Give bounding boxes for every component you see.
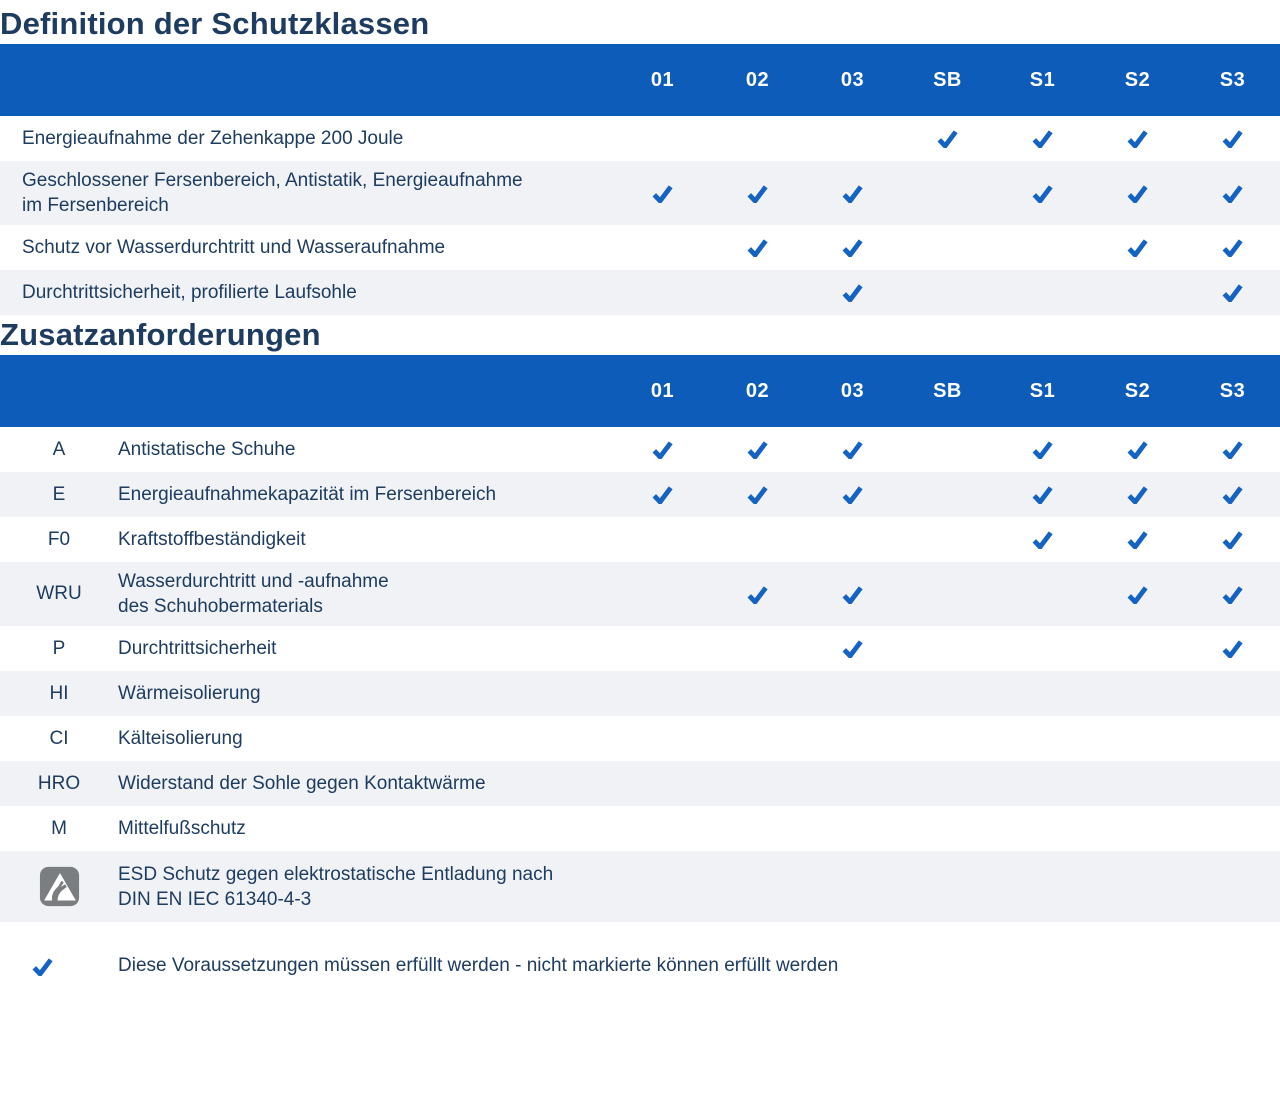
check-cell-S2 (1090, 225, 1185, 270)
row-label (118, 562, 615, 626)
check-icon (652, 184, 673, 203)
code-cell: CI (49, 727, 69, 749)
table-row (0, 806, 1280, 851)
row-label-line: Widerstand der Sohle gegen Kontaktwärme (118, 773, 486, 794)
table-zusatzanforderungen (0, 355, 1280, 922)
check-cell-01 (615, 116, 710, 161)
table-header-row (0, 44, 1280, 116)
check-icon (1222, 283, 1243, 302)
check-cell-S3 (1185, 427, 1280, 472)
check-cell-S2 (1090, 270, 1185, 315)
check-cell-03 (805, 270, 900, 315)
check-cell-03 (805, 517, 900, 562)
check-cell-SB (900, 851, 995, 922)
column-header-01: 01 (650, 379, 675, 402)
check-icon (1127, 238, 1148, 257)
check-cell-02 (710, 270, 805, 315)
check-cell-03 (805, 716, 900, 761)
check-icon (1032, 184, 1053, 203)
check-cell-S3 (1185, 626, 1280, 671)
check-cell-03 (805, 427, 900, 472)
code-cell: WRU (36, 583, 82, 604)
check-cell-03 (805, 851, 900, 922)
check-cell-02 (710, 806, 805, 851)
check-cell-01 (615, 851, 710, 922)
check-cell-S2 (1090, 472, 1185, 517)
check-cell-03 (805, 626, 900, 671)
check-cell-01 (615, 806, 710, 851)
check-cell-SB (900, 761, 995, 806)
column-header-S1: S1 (1029, 379, 1056, 402)
check-cell-SB (900, 806, 995, 851)
check-cell-03 (805, 225, 900, 270)
section-title-schutzklassen: Definition der Schutzklassen (0, 6, 430, 41)
check-cell-02 (710, 716, 805, 761)
check-icon (1127, 530, 1148, 549)
row-label-line: Durchtrittsicherheit (118, 638, 277, 659)
check-icon (842, 440, 863, 459)
check-cell-01 (615, 472, 710, 517)
check-cell-S2 (1090, 671, 1185, 716)
table-row (0, 851, 1280, 922)
check-icon (1032, 530, 1053, 549)
check-cell-01 (615, 626, 710, 671)
row-label (118, 855, 615, 919)
table-body (0, 427, 1280, 922)
check-icon (652, 485, 673, 504)
check-cell-SB (900, 517, 995, 562)
check-cell-SB (900, 671, 995, 716)
check-icon (747, 184, 768, 203)
check-cell-SB (900, 270, 995, 315)
check-cell-02 (710, 427, 805, 472)
check-cell-S3 (1185, 761, 1280, 806)
check-cell-01 (615, 161, 710, 225)
check-cell-S3 (1185, 270, 1280, 315)
check-cell-02 (710, 225, 805, 270)
check-icon (747, 585, 768, 604)
row-label (118, 809, 615, 848)
check-cell-S1 (995, 270, 1090, 315)
check-cell-01 (615, 562, 710, 626)
check-cell-03 (805, 806, 900, 851)
row-label-line: DIN EN IEC 61340-4-3 (118, 888, 312, 910)
check-icon (747, 440, 768, 459)
esd-icon-cell (0, 866, 118, 907)
row-label (0, 273, 615, 312)
column-header-SB: SB (933, 379, 962, 402)
check-icon (842, 283, 863, 302)
code-cell: HI (49, 682, 69, 704)
column-header-S3: S3 (1219, 379, 1246, 402)
check-cell-S2 (1090, 716, 1185, 761)
check-cell-SB (900, 116, 995, 161)
check-cell-02 (710, 517, 805, 562)
check-cell-SB (900, 225, 995, 270)
legend-icon-cell (0, 953, 118, 976)
check-icon (1222, 639, 1243, 658)
check-cell-S1 (995, 427, 1090, 472)
check-cell-02 (710, 671, 805, 716)
row-label (118, 764, 615, 803)
table-body (0, 116, 1280, 315)
section-title-zusatzanforderungen: Zusatzanforderungen (0, 317, 321, 352)
check-cell-S2 (1090, 161, 1185, 225)
column-header-03: 03 (840, 68, 865, 91)
check-icon (32, 957, 53, 976)
row-label-line: Energieaufnahmekapazität im Fersenbereich (118, 484, 497, 505)
check-cell-S2 (1090, 562, 1185, 626)
check-icon (747, 238, 768, 257)
check-cell-S1 (995, 851, 1090, 922)
row-label (0, 119, 615, 158)
check-cell-S3 (1185, 472, 1280, 517)
check-cell-SB (900, 626, 995, 671)
code-cell: HRO (37, 772, 81, 794)
check-cell-02 (710, 761, 805, 806)
row-label (0, 161, 615, 225)
check-icon (1222, 129, 1243, 148)
check-cell-03 (805, 116, 900, 161)
esd-icon (39, 866, 80, 907)
check-cell-01 (615, 517, 710, 562)
check-cell-S3 (1185, 517, 1280, 562)
check-icon (937, 129, 958, 148)
row-label-line: Kraftstoffbeständigkeit (118, 529, 306, 550)
table-row (0, 716, 1280, 761)
row-label-line: Geschlossener Fersenbereich, Antistatik, Energieaufnahme (22, 170, 523, 191)
row-label-line: Energieaufnahme der Zehenkappe 200 Joule (22, 128, 404, 149)
row-label (118, 629, 615, 668)
column-header-SB: SB (933, 68, 962, 91)
check-cell-03 (805, 671, 900, 716)
row-label-line: Durchtrittsicherheit, profilierte Laufsohle (22, 282, 357, 303)
check-icon (1127, 585, 1148, 604)
column-header-02: 02 (745, 379, 770, 402)
check-icon (842, 238, 863, 257)
check-cell-S3 (1185, 806, 1280, 851)
code-cell: P (52, 637, 66, 659)
check-cell-03 (805, 472, 900, 517)
row-label-line: Wasserdurchtritt und -aufnahme (118, 571, 389, 592)
check-cell-01 (615, 270, 710, 315)
row-label (0, 228, 615, 267)
check-cell-01 (615, 716, 710, 761)
check-icon (1222, 485, 1243, 504)
check-cell-01 (615, 225, 710, 270)
check-cell-S1 (995, 806, 1090, 851)
check-cell-S1 (995, 517, 1090, 562)
table-row (0, 517, 1280, 562)
check-icon (652, 440, 673, 459)
check-cell-02 (710, 161, 805, 225)
table-row (0, 116, 1280, 161)
table-row (0, 562, 1280, 626)
column-header-03: 03 (840, 379, 865, 402)
column-header-S1: S1 (1029, 68, 1056, 91)
check-cell-S1 (995, 116, 1090, 161)
check-cell-02 (710, 116, 805, 161)
check-icon (1127, 184, 1148, 203)
column-header-S2: S2 (1124, 379, 1151, 402)
check-icon (1127, 129, 1148, 148)
code-cell: F0 (47, 528, 71, 550)
legend-row (0, 953, 1280, 992)
check-icon (1032, 485, 1053, 504)
row-label (118, 520, 615, 559)
check-cell-02 (710, 851, 805, 922)
check-cell-S1 (995, 562, 1090, 626)
row-label (118, 719, 615, 758)
column-header-01: 01 (650, 68, 675, 91)
row-label-line: im Fersenbereich (22, 195, 169, 216)
table-row (0, 225, 1280, 270)
check-icon (842, 639, 863, 658)
row-label (118, 430, 615, 469)
check-cell-S3 (1185, 225, 1280, 270)
check-cell-S2 (1090, 806, 1185, 851)
check-cell-S3 (1185, 716, 1280, 761)
check-cell-S1 (995, 472, 1090, 517)
check-cell-SB (900, 427, 995, 472)
check-icon (842, 585, 863, 604)
table-row (0, 270, 1280, 315)
table-schutzklassen (0, 44, 1280, 315)
check-cell-S2 (1090, 427, 1185, 472)
check-cell-03 (805, 161, 900, 225)
check-cell-SB (900, 562, 995, 626)
code-cell: M (51, 817, 67, 839)
check-cell-SB (900, 472, 995, 517)
code-cell: E (52, 483, 66, 505)
row-label (118, 475, 615, 514)
row-label-line: ESD Schutz gegen elektrostatische Entladung nach (118, 863, 554, 885)
row-label-line: des Schuhobermaterials (118, 596, 323, 617)
check-cell-S2 (1090, 761, 1185, 806)
row-label (118, 674, 615, 713)
check-cell-S3 (1185, 116, 1280, 161)
check-cell-02 (710, 562, 805, 626)
table-row (0, 626, 1280, 671)
table-row (0, 761, 1280, 806)
check-icon (1222, 530, 1243, 549)
check-cell-02 (710, 626, 805, 671)
check-icon (747, 485, 768, 504)
check-cell-S2 (1090, 517, 1185, 562)
column-header-S2: S2 (1124, 68, 1151, 91)
check-cell-S3 (1185, 562, 1280, 626)
check-icon (1127, 485, 1148, 504)
check-cell-S3 (1185, 671, 1280, 716)
check-icon (1127, 440, 1148, 459)
check-cell-SB (900, 716, 995, 761)
row-label-line: Mittelfußschutz (118, 818, 246, 839)
check-cell-01 (615, 761, 710, 806)
check-cell-S1 (995, 161, 1090, 225)
check-icon (1032, 129, 1053, 148)
check-cell-02 (710, 472, 805, 517)
legend-text: Diese Voraussetzungen müssen erfüllt werden - nicht markierte können erfüllt werden (118, 955, 839, 976)
check-icon (842, 184, 863, 203)
row-label-line: Kälteisolierung (118, 728, 243, 749)
check-cell-S1 (995, 225, 1090, 270)
check-icon (1222, 184, 1243, 203)
check-cell-S1 (995, 761, 1090, 806)
code-cell: A (52, 438, 66, 460)
check-icon (1222, 238, 1243, 257)
column-header-S3: S3 (1219, 68, 1246, 91)
table-row (0, 472, 1280, 517)
check-cell-01 (615, 671, 710, 716)
table-row (0, 671, 1280, 716)
check-cell-S2 (1090, 116, 1185, 161)
check-cell-S1 (995, 671, 1090, 716)
check-cell-SB (900, 161, 995, 225)
check-icon (1222, 585, 1243, 604)
row-label-line: Antistatische Schuhe (118, 439, 296, 460)
table-row (0, 161, 1280, 225)
check-cell-S2 (1090, 626, 1185, 671)
row-label-line: Wärmeisolierung (118, 683, 261, 704)
check-icon (842, 485, 863, 504)
row-label-line: Schutz vor Wasserdurchtritt und Wasseraufnahme (22, 237, 446, 258)
table-header-row (0, 355, 1280, 427)
check-cell-S3 (1185, 161, 1280, 225)
check-cell-S2 (1090, 851, 1185, 922)
check-cell-S3 (1185, 851, 1280, 922)
table-row (0, 427, 1280, 472)
check-icon (1032, 440, 1053, 459)
check-cell-S1 (995, 716, 1090, 761)
check-cell-01 (615, 427, 710, 472)
check-cell-S1 (995, 626, 1090, 671)
check-cell-03 (805, 761, 900, 806)
column-header-02: 02 (745, 68, 770, 91)
check-cell-03 (805, 562, 900, 626)
check-icon (1222, 440, 1243, 459)
